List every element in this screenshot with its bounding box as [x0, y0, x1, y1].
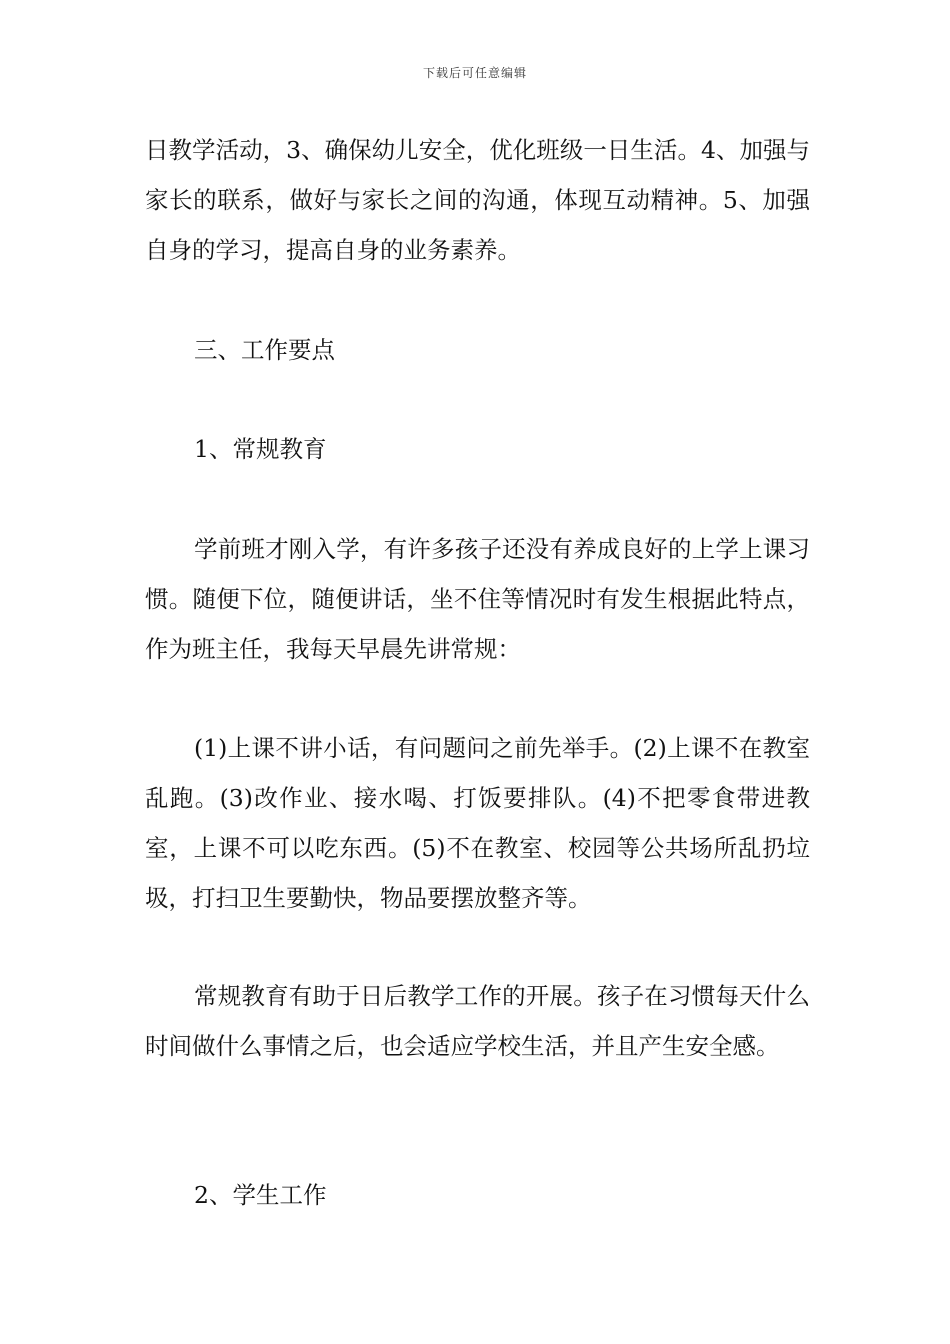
- subheading-routine-education: 1、常规教育: [194, 435, 327, 463]
- page-header: 下载后可任意编辑: [422, 66, 527, 80]
- paragraph-routine-benefits: 常规教育有助于日后教学工作的开展。孩子在习惯每天什么时间做什么事情之后，也会适应学校生活，并且产生安全感。: [145, 982, 810, 1060]
- paragraph-routine-background: 学前班才刚入学，有许多孩子还没有养成良好的上学上课习惯。随便下位，随便讲话，坐不住等情况时有发生根据此特点，作为班主任，我每天早晨先讲常规：: [145, 535, 810, 663]
- paragraph-goals-continued: 日教学活动，3、确保幼儿安全，优化班级一日生活。4、加强与家长的联系，做好与家长之间的沟通，体现互动精神。5、加强自身的学习，提高自身的业务素养。: [145, 136, 810, 264]
- paragraph-routine-rules: (1)上课不讲小话，有问题问之前先举手。(2)上课不在教室乱跑。(3)改作业、接水喝、打饭要排队。(4)不把零食带进教室，上课不可以吃东西。(5)不在教室、校园等公共场所乱扔垃圾，打扫卫生要勤快，物品要摆放整齐等。: [145, 734, 810, 912]
- section-heading-work-points: 三、工作要点: [194, 336, 335, 364]
- subheading-student-work: 2、学生工作: [194, 1181, 327, 1209]
